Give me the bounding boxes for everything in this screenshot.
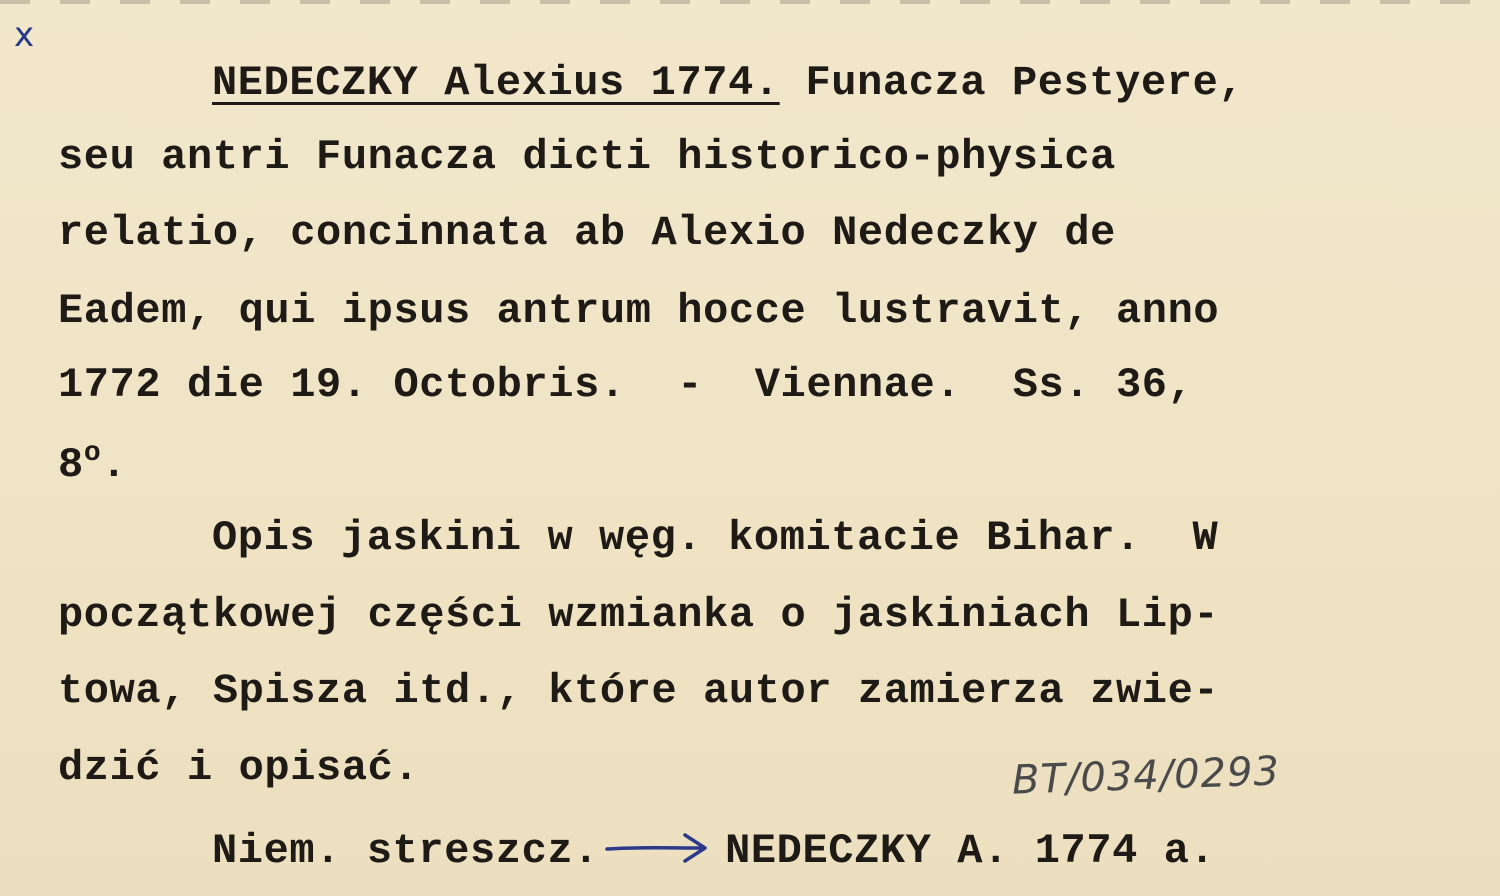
summary-note: Niem. streszcz. [212,827,600,875]
card-top-edge [0,0,1500,4]
card-line-2: seu antri Funacza dicti historico-physica [58,133,1116,181]
card-line-9: towa, Spisza itd., które autor zamierza zwie- [58,667,1220,715]
card-line-5: 1772 die 19. Octobris. - Viennae. Ss. 36, [58,361,1194,409]
card-line-7: Opis jaskini w węg. komitacie Bihar. W [212,514,1219,562]
right-arrow-icon [605,832,711,864]
title-start: Funacza Pestyere, [779,59,1245,107]
entry-heading: NEDECZKY Alexius 1774. [212,59,780,107]
format-degree: o [83,438,102,469]
card-line-6 [58,438,128,489]
card-line-11 [212,827,1216,875]
card-line-8: początkowej części wzmianka o jaskiniach Lip- [58,591,1220,639]
format-number: 8 [58,441,84,489]
card-line-4: Eadem, qui ipsus antrum hocce lustravit, anno [58,287,1220,335]
margin-mark: x [14,15,35,55]
catalog-number: BT/034/0293 [1011,748,1281,804]
cross-reference: NEDECZKY A. 1774 a. [725,827,1216,875]
card-line-10: dzić i opisać. [58,744,420,792]
format-end: . [101,441,128,489]
card-line-1 [212,59,1245,107]
card-line-3: relatio, concinnata ab Alexio Nedeczky de [58,209,1116,257]
